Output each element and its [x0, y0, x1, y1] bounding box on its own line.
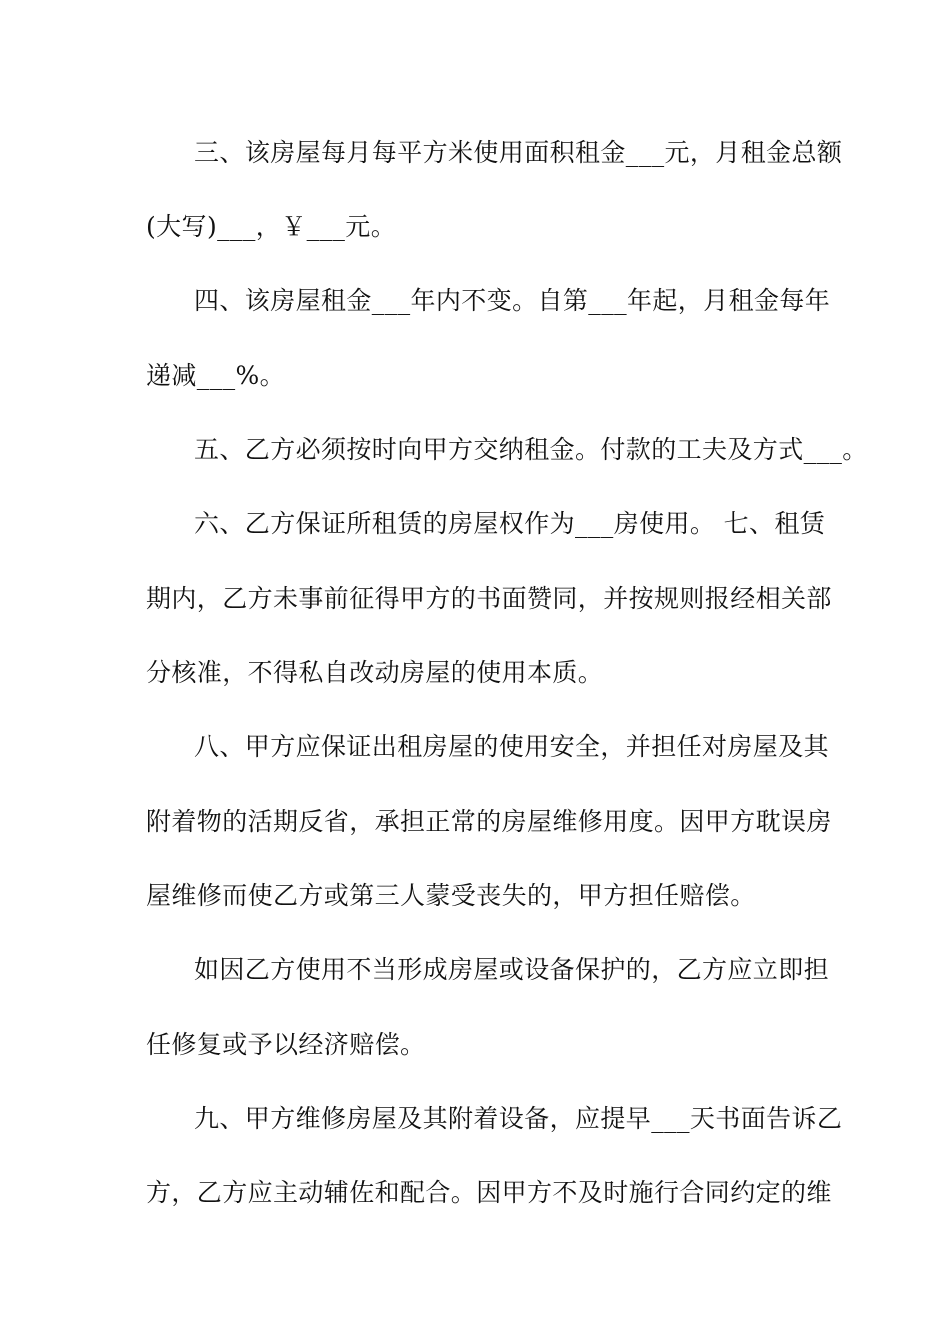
paragraph-damage-line-2: 任修复或予以经济赔偿。 [146, 1030, 426, 1059]
clause-9-line-2: 方，乙方应主动辅佐和配合。因甲方不及时施行合同约定的维 [146, 1178, 832, 1207]
clause-7-line-3: 分核准，不得私自改动房屋的使用本质。 [146, 658, 604, 687]
clause-4-line-1: 四、该房屋租金___年内不变。自第___年起，月租金每年 [194, 286, 831, 315]
clause-9-line-1: 九、甲方维修房屋及其附着设备，应提早___天书面告诉乙 [194, 1104, 843, 1133]
clause-6-line-1: 六、乙方保证所租赁的房屋权作为___房使用。 七、租赁 [194, 509, 826, 538]
clause-7-line-2: 期内，乙方未事前征得甲方的书面赞同，并按规则报经相关部 [146, 584, 832, 613]
clause-8-line-3: 屋维修而使乙方或第三人蒙受丧失的，甲方担任赔偿。 [146, 881, 756, 910]
clause-3-line-1: 三、该房屋每月每平方米使用面积租金___元，月租金总额 [194, 138, 843, 167]
clause-3-line-2: (大写)___，￥___元。 [146, 212, 397, 241]
paragraph-damage-line-1: 如因乙方使用不当形成房屋或设备保护的，乙方应立即担 [194, 955, 830, 984]
clause-5-line-1: 五、乙方必须按时向甲方交纳租金。付款的工夫及方式___。 [194, 435, 868, 464]
clause-8-line-1: 八、甲方应保证出租房屋的使用安全，并担任对房屋及其 [194, 732, 830, 761]
clause-8-line-2: 附着物的活期反省，承担正常的房屋维修用度。因甲方耽误房 [146, 807, 832, 836]
clause-4-line-2: 递减___%。 [146, 361, 286, 390]
